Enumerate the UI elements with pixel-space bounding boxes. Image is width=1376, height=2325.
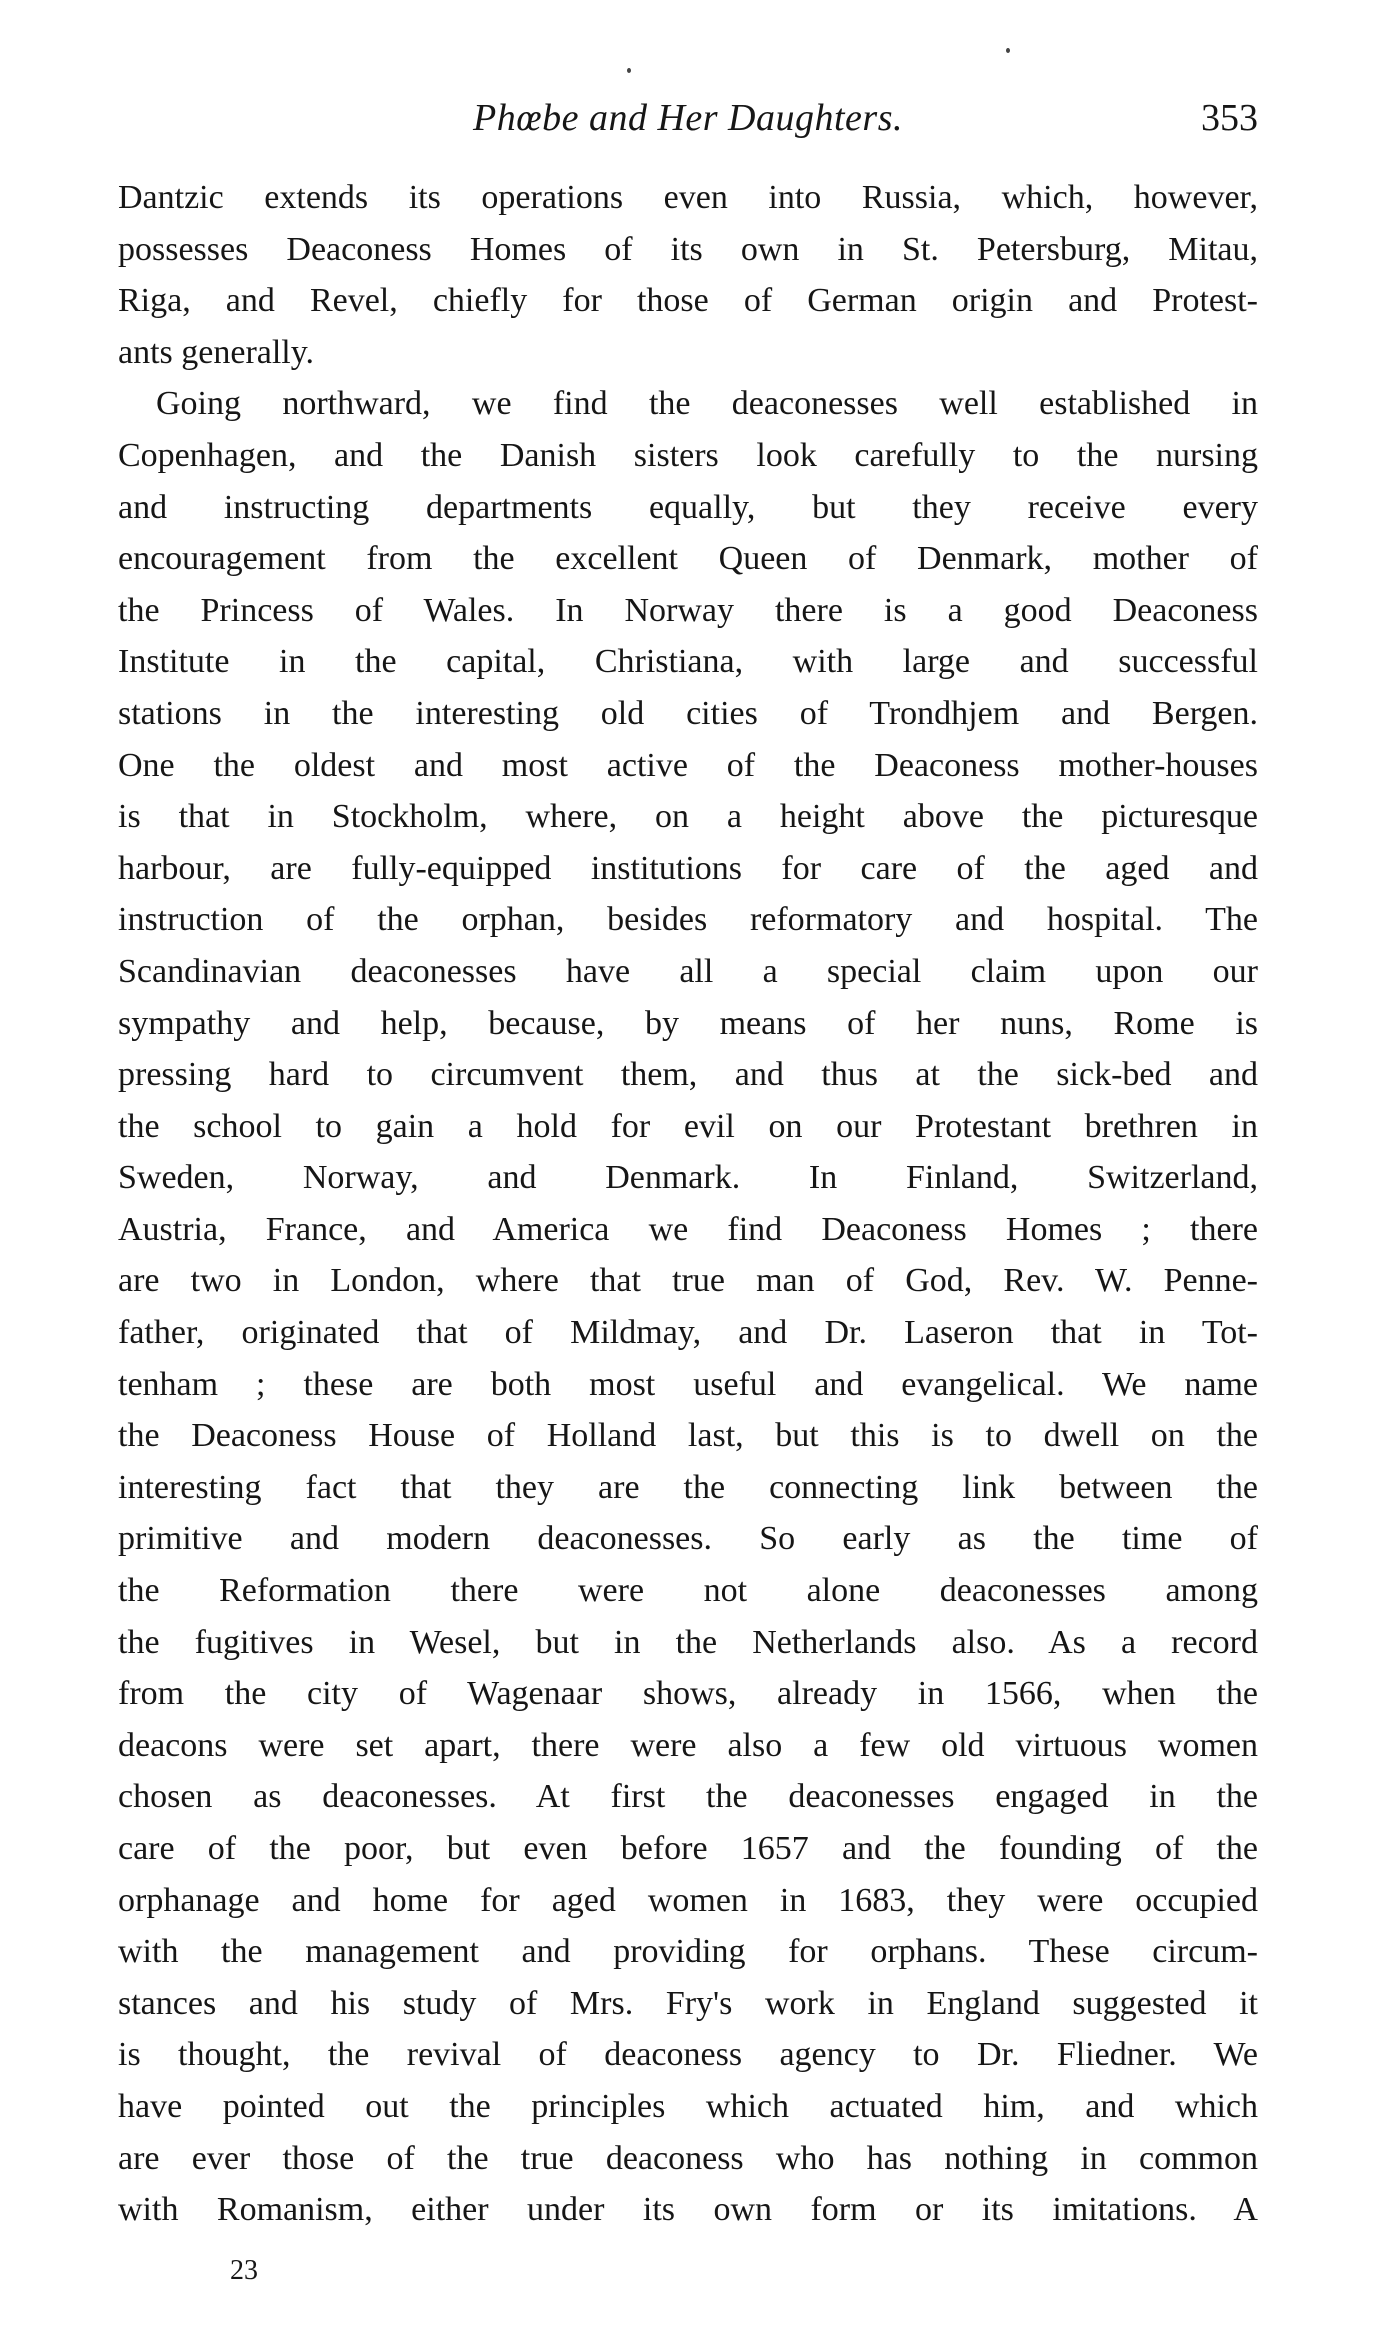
signature-mark: 23 (230, 2255, 258, 2286)
text-line: instruction of the orphan, besides reformatory and hospital. The (118, 901, 1258, 939)
text-line: Institute in the capital, Christiana, with large and successful (118, 643, 1258, 681)
text-line: Going northward, we find the deaconesses well established in (156, 385, 1258, 423)
text-line: encouragement from the excellent Queen of Denmark, mother of (118, 540, 1258, 578)
text-line: Riga, and Revel, chiefly for those of German origin and Protest- (118, 282, 1258, 320)
text-line: from the city of Wagenaar shows, already in 1566, when the (118, 1675, 1258, 1713)
text-line: stances and his study of Mrs. Fry's work in England suggested it (118, 1984, 1258, 2022)
text-line: possesses Deaconess Homes of its own in St. Petersburg, Mitau, (118, 230, 1258, 268)
print-speck (1006, 48, 1010, 53)
text-line: Sweden, Norway, and Denmark. In Finland, Switzerland, (118, 1159, 1258, 1197)
print-speck (627, 68, 631, 73)
text-line: deacons were set apart, there were also a few old virtuous women (118, 1726, 1258, 1764)
text-line: primitive and modern deaconesses. So early as the time of (118, 1520, 1258, 1558)
text-line: tenham ; these are both most useful and evangelical. We name (118, 1365, 1258, 1403)
text-line: the Princess of Wales. In Norway there is a good Deaconess (118, 591, 1258, 629)
text-line: Copenhagen, and the Danish sisters look carefully to the nursing (118, 436, 1258, 474)
text-line: the Reformation there were not alone deaconesses among (118, 1572, 1258, 1610)
text-line: is thought, the revival of deaconess agency to Dr. Fliedner. We (118, 2036, 1258, 2074)
text-line: care of the poor, but even before 1657 and the founding of the (118, 1830, 1258, 1867)
text-line: Dantzic extends its operations even into Russia, which, however, (118, 179, 1258, 216)
text-line: harbour, are fully-equipped institutions for care of the aged and (118, 849, 1258, 887)
text-line: are two in London, where that true man of God, Rev. W. Penne- (118, 1262, 1258, 1300)
text-line: with the management and providing for orphans. These circum- (118, 1933, 1258, 1971)
text-line: Scandinavian deaconesses have all a special claim upon our (118, 952, 1258, 990)
text-line: interesting fact that they are the connecting link between the (118, 1468, 1258, 1506)
text-line: pressing hard to circumvent them, and thus at the sick-bed and (118, 1056, 1258, 1094)
text-line: chosen as deaconesses. At first the deaconesses engaged in the (118, 1778, 1258, 1816)
text-line: ants generally. (118, 333, 315, 371)
text-line: stations in the interesting old cities of Trondhjem and Bergen. (118, 694, 1258, 732)
text-line: is that in Stockholm, where, on a height above the picturesque (118, 798, 1258, 836)
text-line: Austria, France, and America we find Deaconess Homes ; there (118, 1210, 1258, 1248)
text-line: sympathy and help, because, by means of her nuns, Rome is (118, 1004, 1258, 1042)
running-head (118, 96, 1258, 156)
text-line: father, originated that of Mildmay, and Dr. Laseron that in Tot- (118, 1314, 1258, 1352)
text-line: the school to gain a hold for evil on our Protestant brethren in (118, 1107, 1258, 1145)
text-line: One the oldest and most active of the Deaconess mother-houses (118, 746, 1258, 784)
text-line: and instructing departments equally, but they receive every (118, 488, 1258, 526)
text-line: orphanage and home for aged women in 1683, they were occupied (118, 1881, 1258, 1919)
body-text (118, 172, 1258, 2236)
running-title: Phœbe and Her Daughters. (473, 97, 903, 139)
text-line: the Deaconess House of Holland last, but this is to dwell on the (118, 1417, 1258, 1455)
text-line: the fugitives in Wesel, but in the Netherlands also. As a record (118, 1623, 1258, 1661)
text-line: have pointed out the principles which actuated him, and which (118, 2087, 1258, 2125)
page-number: 353 (1201, 97, 1258, 139)
text-line: are ever those of the true deaconess who has nothing in common (118, 2139, 1258, 2177)
text-line: with Romanism, either under its own form or its imitations. A (118, 2191, 1258, 2229)
